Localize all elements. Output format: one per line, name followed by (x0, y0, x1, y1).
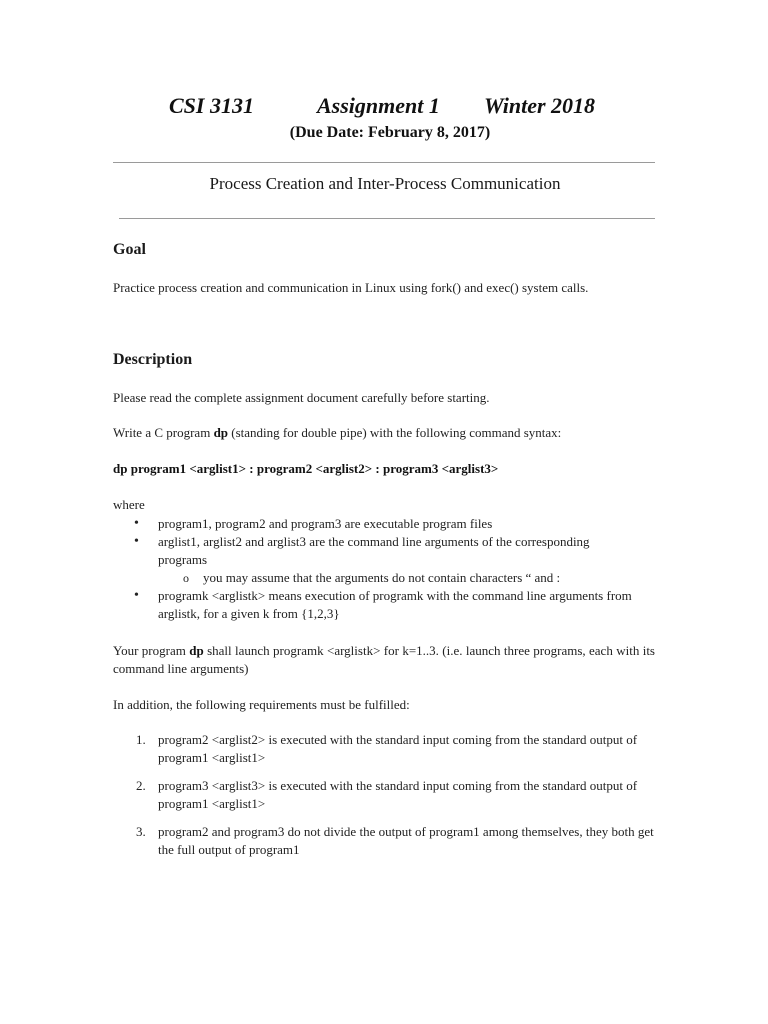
bullet-text: program1, program2 and program3 are executable program files (158, 516, 493, 531)
goal-text: Practice process creation and communication in Linux using fork() and exec() system calls. (113, 280, 589, 295)
document-subtitle: Process Creation and Inter-Process Communication (209, 174, 561, 193)
launch-text-end: shall launch programk <arglistk> for k=1..3. (i.e. launch three programs, each with its command line arguments) (113, 643, 655, 676)
bullet-icon: • (134, 534, 139, 549)
list-item (113, 587, 633, 623)
where-label: where (113, 497, 145, 512)
description-heading: Description (113, 351, 193, 368)
program-intro (113, 424, 643, 442)
description-intro: Please read the complete assignment document carefully before starting. (113, 390, 490, 405)
requirement-item (113, 823, 655, 859)
term-label: Winter 2018 (484, 93, 596, 118)
requirement-text: program2 <arglist2> is executed with the standard input coming from the standard output of program1 <arglist1> (158, 732, 638, 765)
launch-program-name: dp (189, 643, 204, 658)
due-date: (Due Date: February 8, 2017) (289, 124, 491, 141)
requirement-number: 3. (136, 824, 146, 839)
sub-list-item (158, 569, 633, 587)
requirement-item (113, 731, 655, 767)
program-intro-text-start: Write a C program (113, 425, 214, 440)
bullet-icon: • (134, 516, 139, 531)
launch-text-start: Your program (113, 643, 190, 658)
list-item (113, 515, 633, 533)
requirement-number: 2. (136, 778, 146, 793)
requirement-item (113, 777, 655, 813)
bottom-divider (119, 218, 655, 219)
bullet-icon: • (134, 588, 139, 603)
sub-bullet-text: you may assume that the arguments do not contain characters “ and : (203, 570, 561, 585)
definition-list (113, 515, 633, 623)
sub-list (158, 569, 633, 587)
goal-heading: Goal (113, 241, 146, 258)
program-intro-text-end: (standing for double pipe) with the following command syntax: (228, 425, 562, 440)
command-syntax: dp program1 <arglist1> : program2 <arglist2> : program3 <arglist3> (113, 461, 499, 476)
top-divider (113, 162, 655, 163)
requirements-intro: In addition, the following requirements must be fulfilled: (113, 697, 410, 712)
requirement-number: 1. (136, 732, 146, 747)
bullet-text: programk <arglistk> means execution of programk with the command line arguments from arglistk, for a given k from {1,2,3} (158, 588, 632, 621)
requirements-list (113, 731, 655, 869)
course-code: CSI 3131 (169, 93, 254, 118)
bullet-text: arglist1, arglist2 and arglist3 are the command line arguments of the corresponding programs (158, 534, 590, 567)
launch-paragraph (113, 642, 655, 678)
list-item (113, 533, 633, 587)
assignment-number: Assignment 1 (317, 93, 440, 118)
requirement-text: program3 <arglist3> is executed with the standard input coming from the standard output of program1 <arglist1> (158, 778, 638, 811)
document-title (0, 93, 768, 127)
program-name: dp (213, 425, 229, 440)
sub-bullet-icon: o (183, 571, 189, 585)
requirement-text: program2 and program3 do not divide the output of program1 among themselves, they both get the full output of program1 (158, 824, 654, 857)
